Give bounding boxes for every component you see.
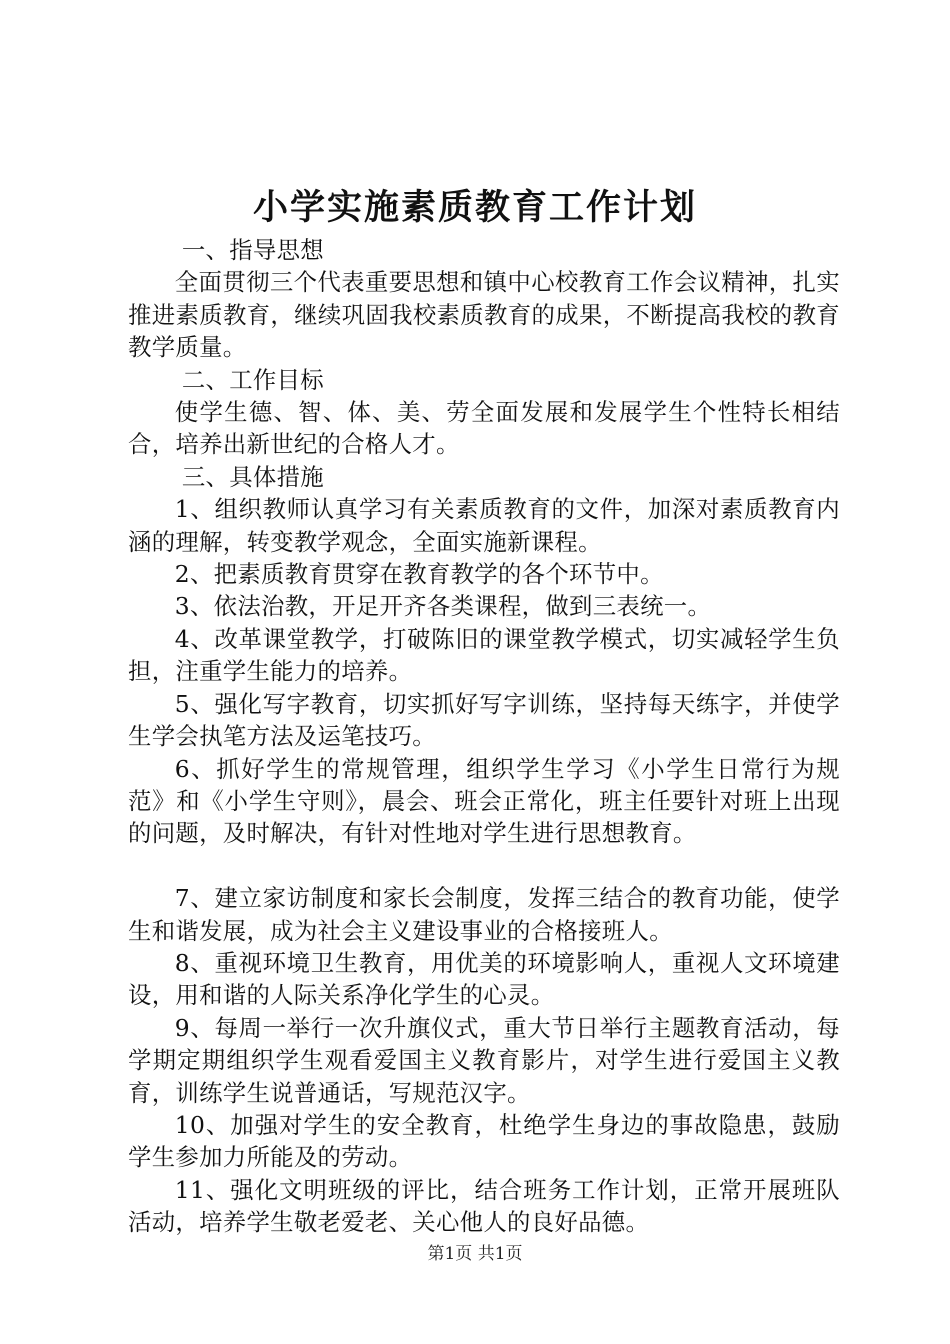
section-heading-guiding-ideology: 一、指导思想	[181, 236, 324, 264]
measure-item-11: 11、强化文明班级的评比，结合班务工作计划，正常开展班队活动，培养学生敬老爱老、关心他人的良好品德。	[128, 1175, 840, 1237]
document-title: 小学实施素质教育工作计划	[252, 187, 697, 228]
measure-item-5: 5、强化写字教育，切实抓好写字训练，坚持每天练字，并使学生学会执笔方法及运笔技巧。	[128, 689, 840, 751]
measure-item-9: 9、每周一举行一次升旗仪式，重大节日举行主题教育活动，每学期定期组织学生观看爱国主义教育影片，对学生进行爱国主义教育，训练学生说普通话，写规范汉字。	[128, 1013, 840, 1107]
paragraph-guiding-ideology: 全面贯彻三个代表重要思想和镇中心校教育工作会议精神，扎实推进素质教育，继续巩固我校素质教育的成果，不断提高我校的教育教学质量。	[128, 268, 840, 362]
document-body	[128, 234, 840, 1239]
measure-item-4: 4、改革课堂教学，打破陈旧的课堂教学模式，切实减轻学生负担，注重学生能力的培养。	[128, 624, 840, 686]
paragraph-work-goals: 使学生德、智、体、美、劳全面发展和发展学生个性特长相结合，培养出新世纪的合格人才。	[128, 398, 840, 459]
measure-item-10: 10、加强对学生的安全教育，杜绝学生身边的事故隐患，鼓励学生参加力所能及的劳动。	[128, 1110, 840, 1172]
section-heading-measures: 三、具体措施	[181, 462, 324, 491]
measure-item-3: 3、依法治教，开足开齐各类课程，做到三表统一。	[174, 592, 712, 621]
section-heading-work-goals: 二、工作目标	[181, 365, 324, 394]
measure-item-7: 7、建立家访制度和家长会制度，发挥三结合的教育功能，使学生和谐发展，成为社会主义建设事业的合格接班人。	[128, 884, 840, 945]
measure-item-6: 6、抓好学生的常规管理，组织学生学习《小学生日常行为规范》和《小学生守则》，晨会、班会正常化，班主任要针对班上出现的问题，及时解决，有针对性地对学生进行思想教育。	[128, 754, 840, 848]
measure-item-1: 1、组织教师认真学习有关素质教育的文件，加深对素质教育内涵的理解，转变教学观念，全面实施新课程。	[128, 495, 840, 556]
measure-item-8: 8、重视环境卫生教育，用优美的环境影响人，重视人文环境建设，用和谐的人际关系净化学生的心灵。	[128, 948, 840, 1010]
paragraph-spacer	[128, 850, 840, 882]
page-number-footer: 第1页 共1页	[427, 1244, 523, 1264]
measure-item-2: 2、把素质教育贯穿在教育教学的各个环节中。	[174, 560, 664, 589]
